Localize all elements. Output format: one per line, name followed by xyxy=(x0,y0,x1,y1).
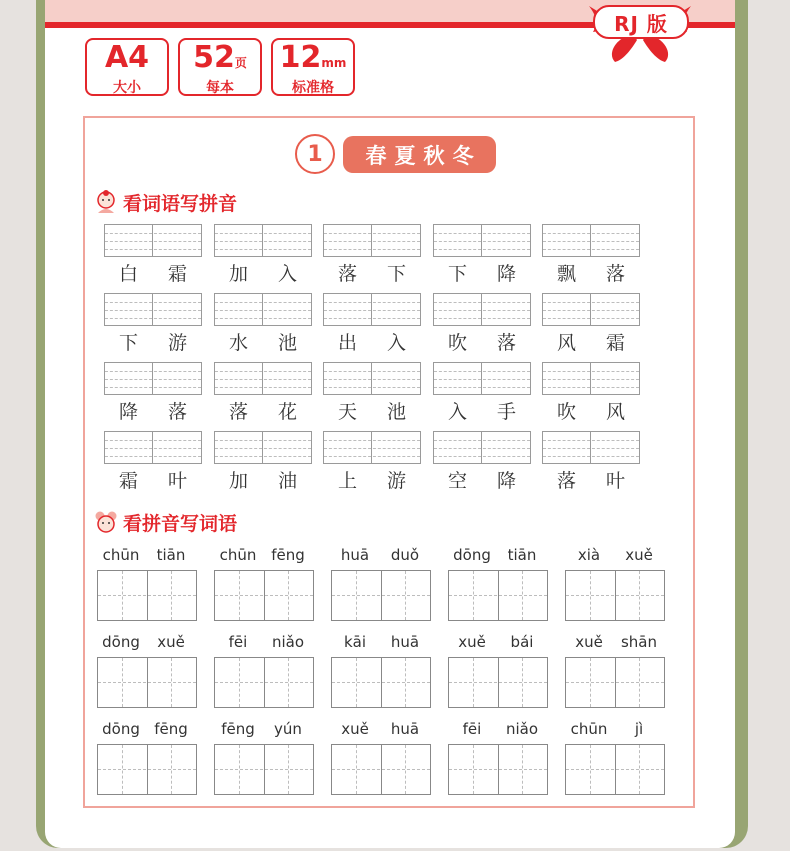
guide-line xyxy=(215,595,313,596)
pinyin-answer-box[interactable] xyxy=(104,362,202,395)
hanzi-character: 上 xyxy=(337,470,357,492)
guide-line xyxy=(105,241,201,242)
guide-line xyxy=(215,387,311,388)
guide-line xyxy=(215,371,311,372)
hanzi-character: 水 xyxy=(228,332,248,354)
spec-badge xyxy=(85,38,169,96)
pinyin-syllable: niǎo xyxy=(505,720,539,738)
character-grid[interactable] xyxy=(448,744,548,795)
guide-line xyxy=(324,440,420,441)
character-grid[interactable] xyxy=(565,570,665,621)
pinyin-syllable: yún xyxy=(274,720,302,738)
guide-line xyxy=(105,387,201,388)
guide-line xyxy=(543,456,639,457)
guide-line xyxy=(434,233,530,234)
guide-line xyxy=(324,371,420,372)
pinyin-syllable: tiān xyxy=(156,546,186,564)
guide-line xyxy=(434,440,530,441)
guide-line xyxy=(98,682,196,683)
spec-number: A4 xyxy=(104,40,150,75)
hanzi-character: 风 xyxy=(605,401,625,423)
hanzi-character: 花 xyxy=(277,401,297,423)
pinyin-syllable: dōng xyxy=(453,546,491,564)
guide-line xyxy=(105,379,201,380)
guide-line xyxy=(98,769,196,770)
guide-line xyxy=(324,241,420,242)
guide-line xyxy=(324,379,420,380)
section-title: 看拼音写词语 xyxy=(123,512,238,535)
guide-line xyxy=(543,318,639,319)
guide-line xyxy=(105,249,201,250)
spec-unit: 页 xyxy=(234,56,247,70)
pinyin-answer-box[interactable] xyxy=(433,224,531,257)
lesson-number: 1 xyxy=(295,134,335,174)
pinyin-syllable: niǎo xyxy=(271,633,305,651)
character-grid[interactable] xyxy=(331,570,431,621)
pinyin-syllable: dōng xyxy=(102,633,140,651)
pinyin-answer-box[interactable] xyxy=(323,362,421,395)
spec-unit: mm xyxy=(321,56,347,70)
hanzi-character: 飘 xyxy=(556,263,576,285)
guide-line xyxy=(434,387,530,388)
guide-line xyxy=(105,456,201,457)
character-grid[interactable] xyxy=(565,657,665,708)
pinyin-syllable: duǒ xyxy=(390,546,420,564)
pinyin-syllable: kāi xyxy=(343,633,367,651)
pinyin-answer-box[interactable] xyxy=(542,224,640,257)
hanzi-character: 降 xyxy=(118,401,138,423)
guide-line xyxy=(543,241,639,242)
hanzi-character: 风 xyxy=(556,332,576,354)
guide-line xyxy=(543,448,639,449)
hanzi-character: 下 xyxy=(386,263,406,285)
guide-line xyxy=(434,379,530,380)
pinyin-answer-box[interactable] xyxy=(214,293,312,326)
spec-value xyxy=(180,42,260,79)
guide-line xyxy=(332,595,430,596)
guide-line xyxy=(434,318,530,319)
hanzi-character: 池 xyxy=(386,401,406,423)
hanzi-character: 落 xyxy=(496,332,516,354)
hanzi-character: 落 xyxy=(228,401,248,423)
guide-line xyxy=(449,682,547,683)
pinyin-answer-box[interactable] xyxy=(214,431,312,464)
guide-line xyxy=(332,769,430,770)
guide-line xyxy=(215,440,311,441)
section-title: 看词语写拼音 xyxy=(123,192,238,215)
pinyin-syllable: xuě xyxy=(575,633,603,651)
guide-line xyxy=(105,302,201,303)
pinyin-syllable: xià xyxy=(577,546,601,564)
pinyin-answer-box[interactable] xyxy=(433,293,531,326)
guide-line xyxy=(434,241,530,242)
character-grid[interactable] xyxy=(448,657,548,708)
pinyin-answer-box[interactable] xyxy=(542,293,640,326)
spec-label: 大小 xyxy=(113,80,141,96)
pinyin-syllable: xuě xyxy=(625,546,653,564)
pinyin-syllable: dōng xyxy=(102,720,140,738)
guide-line xyxy=(543,371,639,372)
hanzi-character: 空 xyxy=(447,470,467,492)
pinyin-syllable: chūn xyxy=(570,720,608,738)
spec-label: 标准格 xyxy=(292,80,334,96)
guide-line xyxy=(449,595,547,596)
girl-head-icon xyxy=(93,189,119,215)
mouse-icon xyxy=(93,509,119,535)
pinyin-answer-box[interactable] xyxy=(433,431,531,464)
hanzi-character: 落 xyxy=(605,263,625,285)
pinyin-syllable: fēng xyxy=(221,720,255,738)
spec-number: 12 xyxy=(279,40,322,75)
pinyin-syllable: xuě xyxy=(458,633,486,651)
guide-line xyxy=(105,448,201,449)
guide-line xyxy=(324,310,420,311)
pinyin-syllable: shān xyxy=(620,633,658,651)
hanzi-character: 吹 xyxy=(556,401,576,423)
guide-line xyxy=(324,448,420,449)
hanzi-character: 落 xyxy=(556,470,576,492)
spec-value xyxy=(87,42,167,79)
character-grid[interactable] xyxy=(331,744,431,795)
guide-line xyxy=(434,448,530,449)
guide-line xyxy=(543,379,639,380)
hanzi-character: 油 xyxy=(277,470,297,492)
guide-line xyxy=(324,233,420,234)
section-header-write-pinyin xyxy=(93,188,237,216)
guide-line xyxy=(105,318,201,319)
pinyin-answer-box[interactable] xyxy=(214,362,312,395)
character-grid[interactable] xyxy=(97,657,197,708)
guide-line xyxy=(215,302,311,303)
guide-line xyxy=(215,456,311,457)
spec-value xyxy=(273,42,353,79)
guide-line xyxy=(543,387,639,388)
pinyin-answer-box[interactable] xyxy=(433,362,531,395)
hanzi-character: 霜 xyxy=(118,470,138,492)
pinyin-syllable: fēng xyxy=(154,720,188,738)
guide-line xyxy=(215,448,311,449)
guide-line xyxy=(324,387,420,388)
spec-badge xyxy=(178,38,262,96)
guide-line xyxy=(215,241,311,242)
guide-line xyxy=(566,595,664,596)
hanzi-character: 叶 xyxy=(605,470,625,492)
pinyin-answer-box[interactable] xyxy=(104,293,202,326)
spec-number: 52 xyxy=(193,40,235,75)
pinyin-syllable: chūn xyxy=(219,546,257,564)
hanzi-character: 白 xyxy=(118,263,138,285)
guide-line xyxy=(215,233,311,234)
pinyin-syllable: fēi xyxy=(462,720,482,738)
hanzi-character: 手 xyxy=(496,401,516,423)
hanzi-character: 下 xyxy=(118,332,138,354)
guide-line xyxy=(215,682,313,683)
hanzi-character: 下 xyxy=(447,263,467,285)
lesson-title: 春夏秋冬 xyxy=(343,136,496,173)
guide-line xyxy=(215,310,311,311)
pinyin-answer-box[interactable] xyxy=(104,224,202,257)
pinyin-answer-box[interactable] xyxy=(323,293,421,326)
character-grid[interactable] xyxy=(97,744,197,795)
guide-line xyxy=(324,302,420,303)
hanzi-character: 池 xyxy=(277,332,297,354)
character-grid[interactable] xyxy=(214,744,314,795)
guide-line xyxy=(434,310,530,311)
pinyin-syllable: huā xyxy=(390,633,420,651)
pinyin-syllable: chūn xyxy=(102,546,140,564)
hanzi-character: 出 xyxy=(337,332,357,354)
hanzi-character: 入 xyxy=(386,332,406,354)
character-grid[interactable] xyxy=(331,657,431,708)
hanzi-character: 落 xyxy=(167,401,187,423)
hanzi-character: 叶 xyxy=(167,470,187,492)
guide-line xyxy=(98,595,196,596)
pinyin-answer-box[interactable] xyxy=(323,224,421,257)
pinyin-answer-box[interactable] xyxy=(214,224,312,257)
guide-line xyxy=(215,769,313,770)
hanzi-character: 降 xyxy=(496,470,516,492)
character-grid[interactable] xyxy=(97,570,197,621)
guide-line xyxy=(105,310,201,311)
pinyin-syllable: fēi xyxy=(228,633,248,651)
guide-line xyxy=(543,302,639,303)
pinyin-syllable: huā xyxy=(340,546,370,564)
character-grid[interactable] xyxy=(565,744,665,795)
hanzi-character: 加 xyxy=(228,263,248,285)
hanzi-character: 游 xyxy=(167,332,187,354)
guide-line xyxy=(566,682,664,683)
character-grid[interactable] xyxy=(214,570,314,621)
hanzi-character: 入 xyxy=(277,263,297,285)
guide-line xyxy=(434,249,530,250)
guide-line xyxy=(215,379,311,380)
hanzi-character: 游 xyxy=(386,470,406,492)
hanzi-character: 降 xyxy=(496,263,516,285)
guide-line xyxy=(215,249,311,250)
hanzi-character: 霜 xyxy=(605,332,625,354)
guide-line xyxy=(105,371,201,372)
hanzi-character: 霜 xyxy=(167,263,187,285)
guide-line xyxy=(215,318,311,319)
hanzi-character: 落 xyxy=(337,263,357,285)
pinyin-syllable: huā xyxy=(390,720,420,738)
guide-line xyxy=(543,440,639,441)
workbook-page xyxy=(45,0,735,848)
guide-line xyxy=(324,249,420,250)
pinyin-syllable: xuě xyxy=(157,633,185,651)
character-grid[interactable] xyxy=(448,570,548,621)
pinyin-syllable: jì xyxy=(634,720,644,738)
pinyin-syllable: xuě xyxy=(341,720,369,738)
pinyin-syllable: tiān xyxy=(507,546,537,564)
pinyin-answer-box[interactable] xyxy=(542,362,640,395)
guide-line xyxy=(332,682,430,683)
character-grid[interactable] xyxy=(214,657,314,708)
guide-line xyxy=(324,318,420,319)
pinyin-answer-box[interactable] xyxy=(542,431,640,464)
spec-badge xyxy=(271,38,355,96)
section-header-write-words xyxy=(93,508,237,536)
guide-line xyxy=(543,249,639,250)
guide-line xyxy=(105,440,201,441)
spec-label: 每本 xyxy=(206,80,234,96)
hanzi-character: 入 xyxy=(447,401,467,423)
pinyin-answer-box[interactable] xyxy=(104,431,202,464)
guide-line xyxy=(434,456,530,457)
pinyin-syllable: fēng xyxy=(271,546,305,564)
guide-line xyxy=(434,302,530,303)
hanzi-character: 吹 xyxy=(447,332,467,354)
guide-line xyxy=(449,769,547,770)
guide-line xyxy=(543,233,639,234)
hanzi-character: 天 xyxy=(337,401,357,423)
pinyin-answer-box[interactable] xyxy=(323,431,421,464)
guide-line xyxy=(324,456,420,457)
guide-line xyxy=(434,371,530,372)
guide-line xyxy=(105,233,201,234)
guide-line xyxy=(566,769,664,770)
edition-badge: RJ 版 xyxy=(593,5,689,39)
hanzi-character: 加 xyxy=(228,470,248,492)
guide-line xyxy=(543,310,639,311)
pinyin-syllable: bái xyxy=(510,633,534,651)
